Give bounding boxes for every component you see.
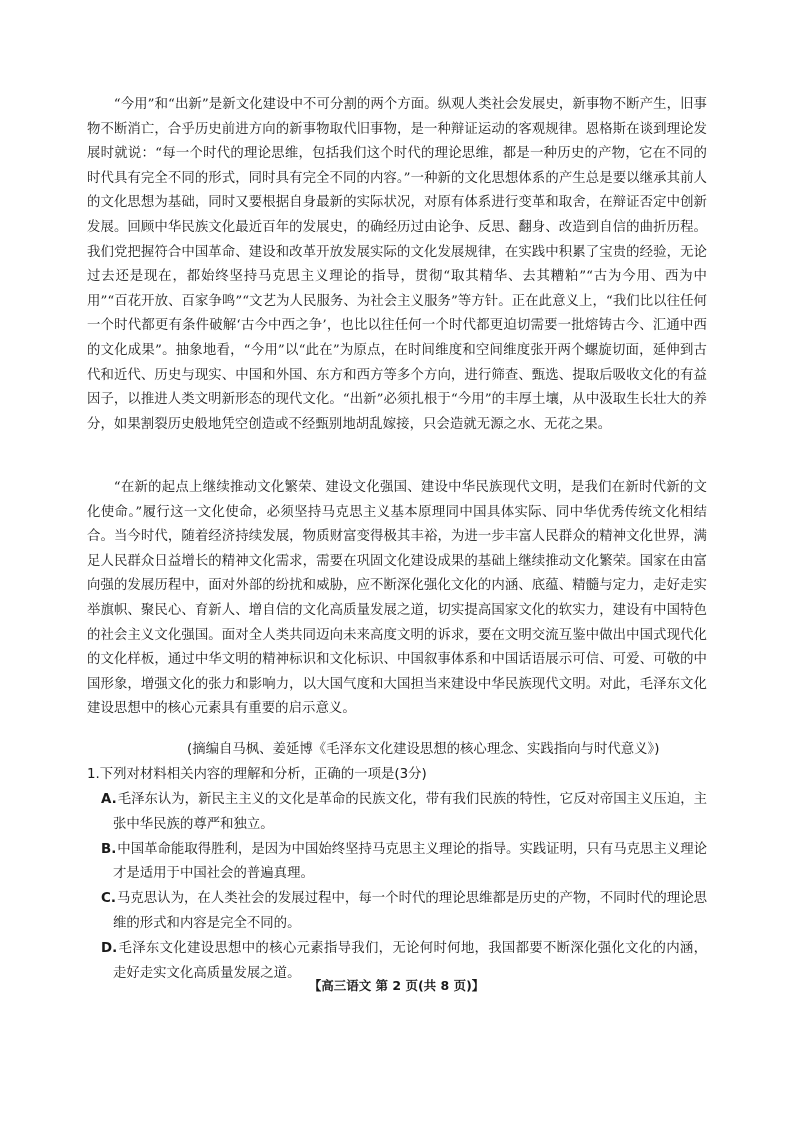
passage-paragraph-1: “今用”和“出新”是新文化建设中不可分割的两个方面。纵观人类社会发展史，新事物不断产生，旧事物不断消亡，合乎历史前进方向的新事物取代旧事物，是一种辩证运动的客观规律。恩格斯在谈到理论发展时就说：“每一个时代的理论思维，包括我们这个时代的理论思维，都是一种历史的产物，它在不同的时代具有完全不同的形式，同时具有完全不同的内容。”一种新的文化思想体系的产生总是要以继承其前人的文化思想为基础，同时又要根据自身最新的实际状况，对原有体系进行变革和取舍，在辩证否定中创新发展。回顾中华民族文化最近百年的发展史，的确经历过由论争、反思、翻身、改造到自信的曲折历程。我们党把握符合中国革命、建设和改革开放发展实际的文化发展规律，在实践中积累了宝贵的经验，无论过去还是现在，都始终坚持马克思主义理论的指导，贯彻“取其精华、去其糟粕”“古为今用、西为中用”“百花开放、百家争鸣”“文艺为人民服务、为社会主义服务”等方针。正在此意义上，“我们比以往任何一个时代都更有条件破解‘古今中西之争’，也比以往任何一个时代都更迫切需要一批熔铸古今、汇通中西的文化成果”。抽象地看，“今用”以“此在”为原点，在时间维度和空间维度张开两个螺旋切面，延伸到古代和近代、历史与现实、中国和外国、东方和西方等多个方向，进行筛查、甄选、提取后吸收文化的有益因子，以推进人类文明新形态的现代文化。“出新”必须扎根于“今用”的丰厚土壤，从中汲取生长壮大的养分，如果割裂历史般地凭空创造或不经甄别地胡乱嫁接，只会造就无源之水、无花之果。 (87, 97, 707, 432)
option-text: 马克思认为，在人类社会的发展过程中，每一个时代的理论思维都是历史的产物，不同时代的理论思维的形式和内容是完全不同的。 (113, 891, 707, 931)
option-a (101, 788, 707, 837)
passage-paragraph-2: “在新的起点上继续推动文化繁荣、建设文化强国、建设中华民族现代文明，是我们在新时代新的文化使命。”履行这一文化使命，必须坚持马克思主义基本原理同中国具体实际、同中华优秀传统文化相结合。当今时代，随着经济持续发展，物质财富变得极其丰裕，为进一步丰富人民群众的精神文化世界，满足人民群众日益增长的精神文化需求，需要在巩固文化建设成果的基础上继续推动文化繁荣。国家在由富向强的发展历程中，面对外部的纷扰和威胁，应不断深化强化文化的内涵、底蕴、精髓与定力，走好走实举旗帜、聚民心、育新人、增自信的文化高质量发展之道，切实提高国家文化的软实力，建设有中国特色的社会主义文化强国。面对全人类共同迈向未来高度文明的诉求，要在文明交流互鉴中做出中国式现代化的文化样板，通过中华文明的精神标识和文化标识、中国叙事体系和中国话语展示可信、可爱、可敬的中国形象，增强文化的张力和影响力，以大国气度和大国担当来建设中华民族现代文明。对此，毛泽东文化建设思想中的核心元素具有重要的启示意义。 (87, 480, 707, 717)
option-text: 毛泽东认为，新民主主义的文化是革命的民族文化，带有我们民族的特性，它反对帝国主义压迫，主张中华民族的尊严和独立。 (113, 792, 707, 832)
option-text: 中国革命能取得胜利，是因为中国始终坚持马克思主义理论的指导。实践证明，只有马克思主义理论才是适用于中国社会的普遍真理。 (113, 841, 707, 882)
option-letter: A. (101, 792, 117, 807)
question-stem: 1.下列对材料相关内容的理解和分析，正确的一项是(3分) (87, 767, 427, 782)
answer-options (101, 788, 707, 987)
option-letter: C. (101, 891, 116, 907)
option-letter: D. (101, 941, 118, 957)
passage-source-citation: (摘编自马枫、姜延博《毛泽东文化建设思想的核心理念、实践指向与时代意义》) (187, 742, 660, 757)
option-text: 毛泽东文化建设思想中的核心元素指导我们，无论何时何地，我国都要不断深化强化文化的内涵，走好走实文化高质量发展之道。 (113, 941, 707, 981)
option-b (101, 838, 707, 887)
option-c (101, 887, 707, 936)
page-footer: 【高三语文 第 2 页(共 8 页)】 (308, 978, 485, 993)
option-letter: B. (101, 841, 117, 857)
